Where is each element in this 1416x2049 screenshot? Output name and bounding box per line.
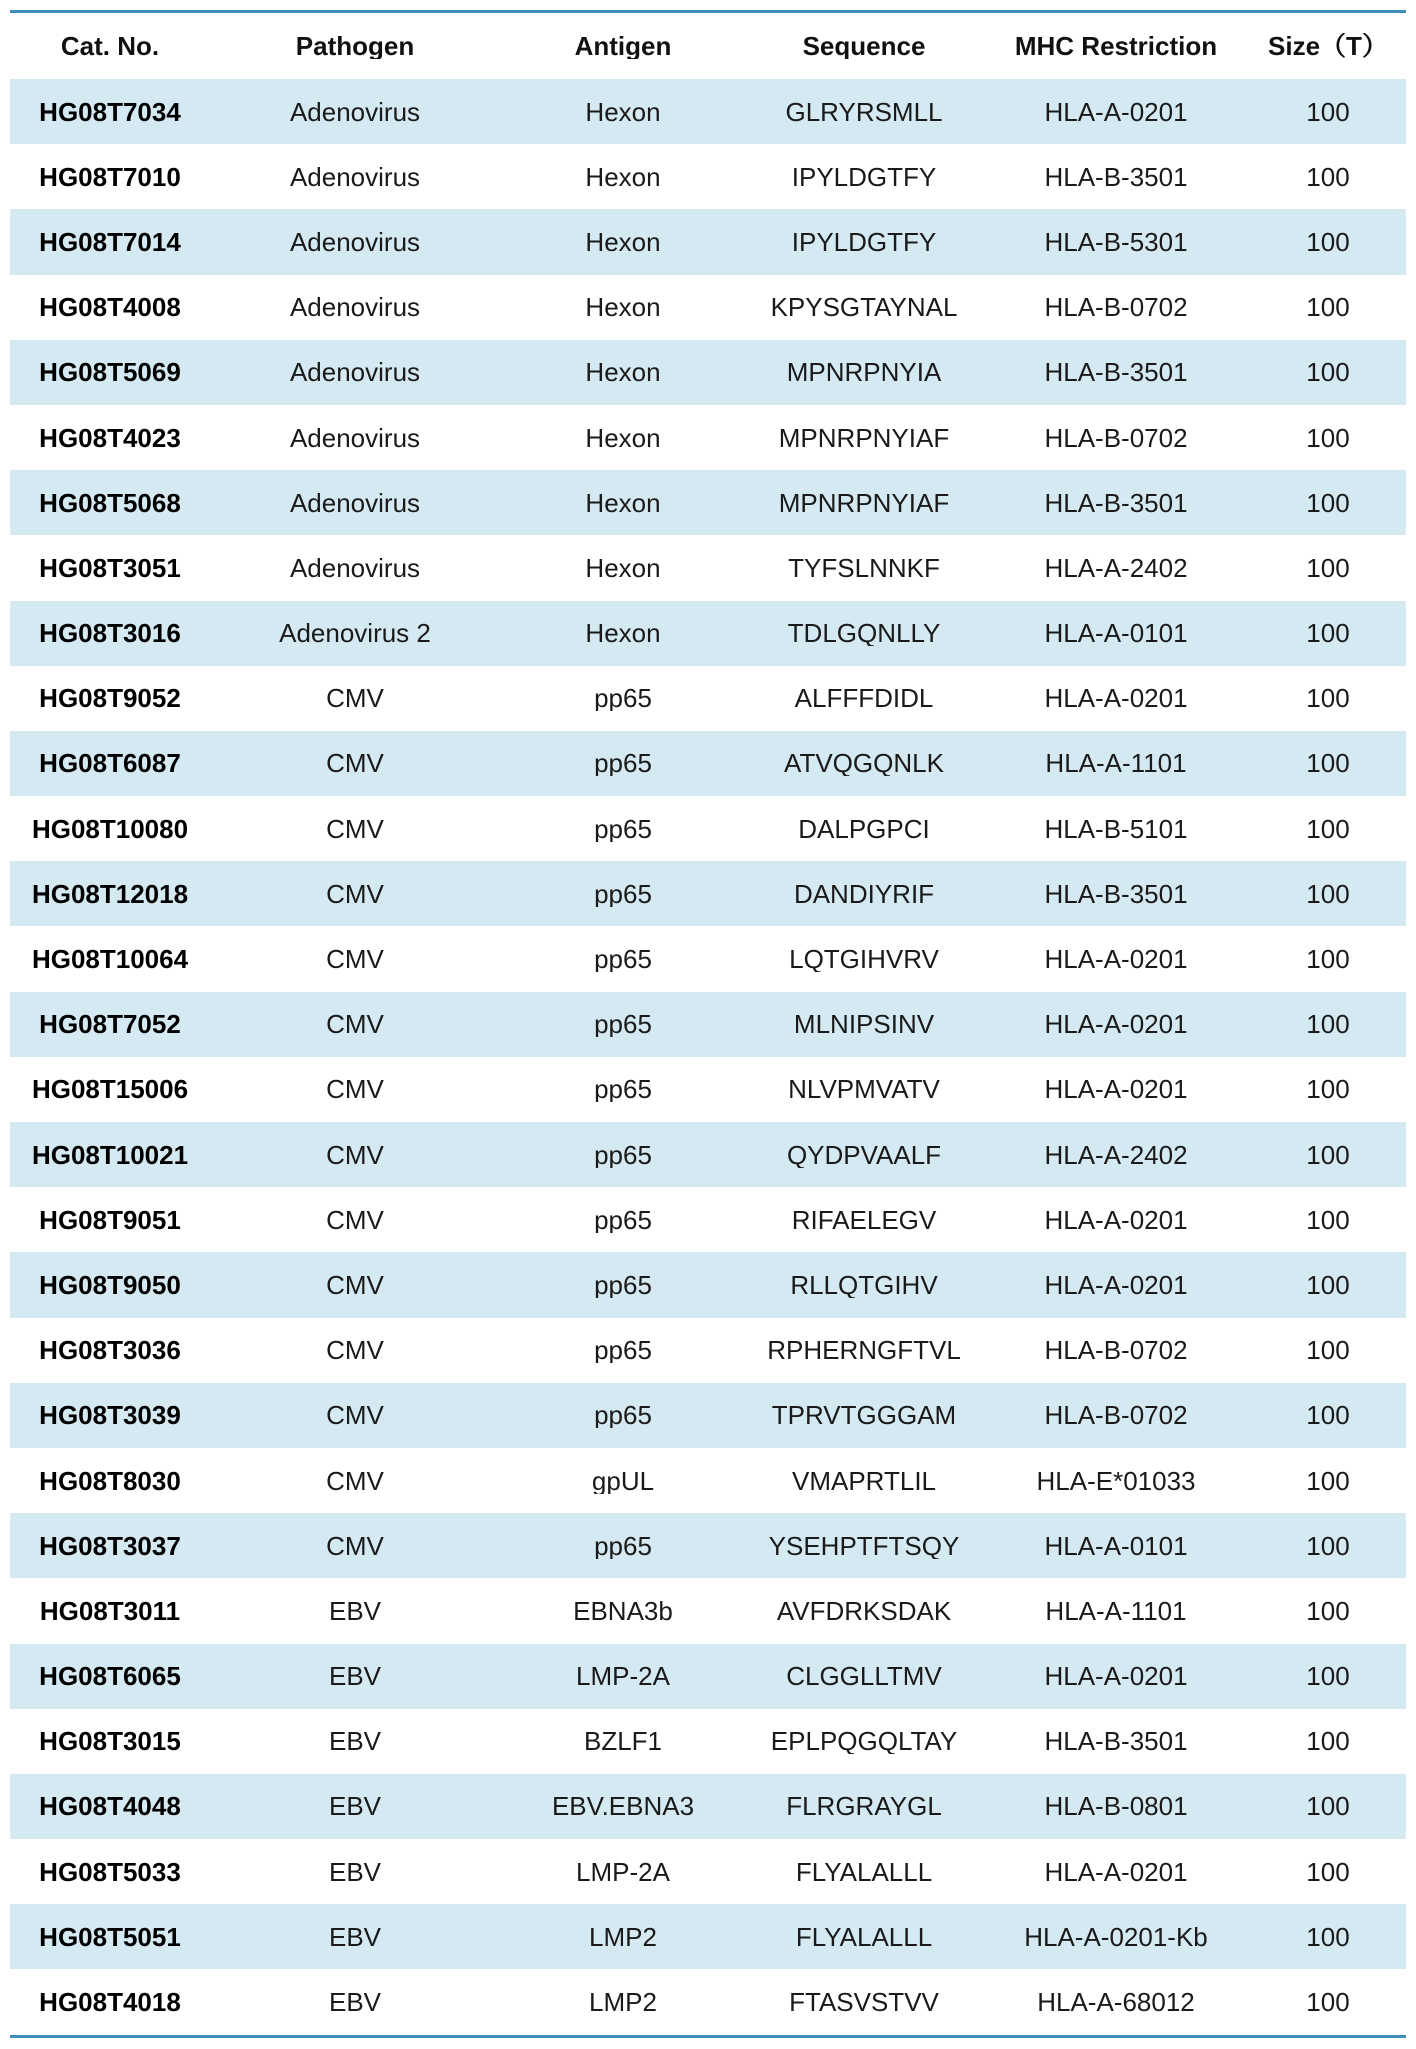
table-body — [10, 79, 1406, 2035]
size-cell: 100 — [1306, 1467, 1350, 1494]
antigen-cell: EBNA3b — [573, 1597, 673, 1624]
pathogen-cell: CMV — [326, 1076, 384, 1103]
mhc-restriction-cell: HLA-A-0201 — [1044, 1271, 1188, 1298]
sequence-cell: MPNRPNYIAF — [778, 489, 950, 516]
size-cell: 100 — [1306, 1793, 1350, 1820]
table-row — [10, 1644, 1406, 1709]
cat-no-cell: HG08T5033 — [39, 1858, 181, 1885]
mhc-restriction-cell: HLA-B-0702 — [1044, 424, 1188, 451]
cat-no-cell: HG08T15006 — [31, 1076, 189, 1103]
table-row — [10, 405, 1406, 470]
sequence-cell: FTASVSTVV — [789, 1989, 939, 2016]
mhc-restriction-cell: HLA-A-0201 — [1044, 685, 1188, 712]
table-row — [10, 209, 1406, 274]
size-cell: 100 — [1306, 946, 1350, 973]
antigen-cell: Hexon — [585, 294, 661, 321]
sequence-cell: IPYLDGTFY — [791, 163, 937, 190]
cat-no-cell: HG08T7014 — [39, 228, 181, 255]
antigen-cell: pp65 — [594, 750, 652, 777]
table-row — [10, 992, 1406, 1057]
sequence-cell: DANDIYRIF — [793, 880, 935, 907]
mhc-restriction-cell: HLA-A-1101 — [1045, 1597, 1187, 1624]
antigen-cell: gpUL — [591, 1467, 655, 1494]
antigen-cell: BZLF1 — [583, 1728, 663, 1755]
pathogen-cell: CMV — [326, 1206, 384, 1233]
sequence-cell: YSEHPTFTSQY — [768, 1532, 960, 1559]
cat-no-cell: HG08T3011 — [39, 1597, 181, 1624]
antigen-cell: Hexon — [585, 98, 661, 125]
mhc-restriction-cell: HLA-A-2402 — [1044, 554, 1188, 581]
table-row — [10, 926, 1406, 991]
antigen-cell: LMP-2A — [576, 1858, 670, 1885]
table-header-row — [10, 13, 1406, 79]
size-cell: 100 — [1306, 750, 1350, 777]
antigen-cell: LMP2 — [589, 1923, 657, 1950]
sequence-cell: MPNRPNYIA — [786, 359, 942, 386]
antigen-cell: Hexon — [585, 424, 661, 451]
cat-no-cell: HG08T3051 — [39, 554, 181, 581]
cat-no-cell: HG08T7010 — [39, 163, 181, 190]
size-cell: 100 — [1306, 1402, 1350, 1429]
antigen-cell: pp65 — [594, 1141, 652, 1168]
mhc-restriction-cell: HLA-A-0101 — [1044, 620, 1188, 647]
antigen-cell: EBV.EBNA3 — [551, 1793, 695, 1820]
sequence-cell: FLYALALLL — [795, 1923, 933, 1950]
cat-no-cell: HG08T10080 — [31, 815, 189, 842]
table-row — [10, 1969, 1406, 2034]
header-size: Size（T） — [1268, 33, 1388, 59]
antigen-cell: pp65 — [594, 1076, 652, 1103]
cat-no-cell: HG08T3039 — [39, 1402, 181, 1429]
mhc-restriction-cell: HLA-B-5101 — [1044, 815, 1188, 842]
pathogen-cell: Adenovirus — [289, 554, 421, 581]
table-row — [10, 666, 1406, 731]
table-row — [10, 731, 1406, 796]
size-cell: 100 — [1306, 880, 1350, 907]
cat-no-cell: HG08T6065 — [39, 1663, 181, 1690]
pathogen-cell: EBV — [328, 1728, 382, 1755]
antigen-cell: Hexon — [585, 554, 661, 581]
cat-no-cell: HG08T3037 — [39, 1532, 181, 1559]
table-row — [10, 1187, 1406, 1252]
pathogen-cell: CMV — [326, 685, 384, 712]
table-row — [10, 1122, 1406, 1187]
cat-no-cell: HG08T4048 — [39, 1793, 181, 1820]
mhc-restriction-cell: HLA-A-0201 — [1044, 1206, 1188, 1233]
cat-no-cell: HG08T3015 — [39, 1728, 181, 1755]
mhc-restriction-cell: HLA-B-0702 — [1044, 1402, 1188, 1429]
cat-no-cell: HG08T5051 — [39, 1923, 181, 1950]
mhc-restriction-cell: HLA-B-0702 — [1044, 294, 1188, 321]
pathogen-cell: CMV — [326, 1337, 384, 1364]
size-cell: 100 — [1306, 489, 1350, 516]
table-row — [10, 275, 1406, 340]
sequence-cell: RPHERNGFTVL — [767, 1337, 961, 1364]
table-row — [10, 535, 1406, 600]
pathogen-cell: Adenovirus — [289, 228, 421, 255]
size-cell: 100 — [1306, 1337, 1350, 1364]
cat-no-cell: HG08T5069 — [39, 359, 181, 386]
size-cell: 100 — [1306, 228, 1350, 255]
mhc-restriction-cell: HLA-B-3501 — [1044, 163, 1188, 190]
size-cell: 100 — [1306, 1923, 1350, 1950]
pathogen-cell: CMV — [326, 1467, 384, 1494]
antigen-cell: Hexon — [585, 489, 661, 516]
mhc-restriction-cell: HLA-B-3501 — [1044, 880, 1188, 907]
size-cell: 100 — [1306, 685, 1350, 712]
cat-no-cell: HG08T5068 — [39, 489, 181, 516]
table-row — [10, 470, 1406, 535]
pathogen-cell: CMV — [326, 750, 384, 777]
cat-no-cell: HG08T9052 — [39, 685, 181, 712]
pathogen-cell: CMV — [326, 815, 384, 842]
pathogen-cell: Adenovirus — [289, 98, 421, 125]
pathogen-cell: CMV — [326, 1402, 384, 1429]
pathogen-cell: CMV — [326, 1271, 384, 1298]
size-cell: 100 — [1306, 1728, 1350, 1755]
table-row — [10, 1057, 1406, 1122]
sequence-cell: FLYALALLL — [795, 1858, 933, 1885]
header-antigen: Antigen — [574, 33, 672, 59]
size-cell: 100 — [1306, 1206, 1350, 1233]
sequence-cell: MLNIPSINV — [793, 1011, 935, 1038]
antigen-cell: pp65 — [594, 1532, 652, 1559]
size-cell: 100 — [1306, 1597, 1350, 1624]
antigen-cell: pp65 — [594, 685, 652, 712]
antigen-cell: pp65 — [594, 1337, 652, 1364]
sequence-cell: ATVQGQNLK — [784, 750, 944, 777]
table-row — [10, 1513, 1406, 1578]
table-row — [10, 1839, 1406, 1904]
cat-no-cell: HG08T10021 — [31, 1141, 189, 1168]
sequence-cell: NLVPMVATV — [788, 1076, 940, 1103]
size-cell: 100 — [1306, 1271, 1350, 1298]
size-cell: 100 — [1306, 815, 1350, 842]
antigen-cell: Hexon — [585, 359, 661, 386]
mhc-restriction-cell: HLA-A-1101 — [1045, 750, 1187, 777]
cat-no-cell: HG08T3036 — [39, 1337, 181, 1364]
header-cat-no: Cat. No. — [60, 33, 160, 59]
cat-no-cell: HG08T8030 — [39, 1467, 181, 1494]
sequence-cell: QYDPVAALF — [786, 1141, 942, 1168]
antigen-cell: Hexon — [585, 163, 661, 190]
pathogen-cell: Adenovirus — [289, 424, 421, 451]
pathogen-cell: EBV — [328, 1923, 382, 1950]
sequence-cell: DALPGPCI — [798, 815, 930, 842]
size-cell: 100 — [1306, 1858, 1350, 1885]
mhc-restriction-cell: HLA-A-68012 — [1037, 1989, 1195, 2016]
mhc-restriction-cell: HLA-B-3501 — [1044, 359, 1188, 386]
sequence-cell: ALFFFDIDL — [794, 685, 934, 712]
size-cell: 100 — [1306, 163, 1350, 190]
antigen-cell: pp65 — [594, 1011, 652, 1038]
pathogen-cell: CMV — [326, 880, 384, 907]
table-row — [10, 1318, 1406, 1383]
pathogen-cell: Adenovirus 2 — [279, 620, 431, 647]
antigen-cell: pp65 — [594, 1206, 652, 1233]
table-row — [10, 1709, 1406, 1774]
mhc-restriction-cell: HLA-B-3501 — [1044, 489, 1188, 516]
table-row — [10, 79, 1406, 144]
table-row — [10, 144, 1406, 209]
pathogen-cell: EBV — [328, 1793, 382, 1820]
table-row — [10, 1252, 1406, 1317]
cat-no-cell: HG08T7034 — [39, 98, 181, 125]
sequence-cell: TDLGQNLLY — [787, 620, 941, 647]
table-row — [10, 1578, 1406, 1643]
peptide-catalog-table — [10, 10, 1406, 2038]
size-cell: 100 — [1306, 1663, 1350, 1690]
mhc-restriction-cell: HLA-E*01033 — [1036, 1467, 1196, 1494]
cat-no-cell: HG08T6087 — [39, 750, 181, 777]
sequence-cell: FLRGRAYGL — [786, 1793, 942, 1820]
mhc-restriction-cell: HLA-A-2402 — [1044, 1141, 1188, 1168]
antigen-cell: pp65 — [594, 1402, 652, 1429]
mhc-restriction-cell: HLA-B-0801 — [1044, 1793, 1188, 1820]
sequence-cell: TYFSLNNKF — [788, 554, 940, 581]
sequence-cell: CLGGLLTMV — [786, 1663, 942, 1690]
mhc-restriction-cell: HLA-A-0201 — [1044, 1011, 1188, 1038]
sequence-cell: RIFAELEGV — [791, 1206, 937, 1233]
mhc-restriction-cell: HLA-A-0201 — [1044, 1663, 1188, 1690]
cat-no-cell: HG08T12018 — [31, 880, 189, 907]
table-row — [10, 1774, 1406, 1839]
pathogen-cell: EBV — [328, 1663, 382, 1690]
antigen-cell: pp65 — [594, 946, 652, 973]
sequence-cell: IPYLDGTFY — [791, 228, 937, 255]
cat-no-cell: HG08T10064 — [31, 946, 189, 973]
header-mhc-restriction: MHC Restriction — [1014, 33, 1218, 59]
pathogen-cell: Adenovirus — [289, 294, 421, 321]
mhc-restriction-cell: HLA-B-5301 — [1044, 228, 1188, 255]
size-cell: 100 — [1306, 620, 1350, 647]
sequence-cell: VMAPRTLIL — [791, 1467, 936, 1494]
pathogen-cell: Adenovirus — [289, 163, 421, 190]
antigen-cell: pp65 — [594, 815, 652, 842]
pathogen-cell: CMV — [326, 946, 384, 973]
table-row — [10, 861, 1406, 926]
pathogen-cell: CMV — [326, 1532, 384, 1559]
antigen-cell: Hexon — [585, 620, 661, 647]
antigen-cell: pp65 — [594, 880, 652, 907]
table-row — [10, 796, 1406, 861]
sequence-cell: TPRVTGGGAM — [771, 1402, 957, 1429]
size-cell: 100 — [1306, 424, 1350, 451]
size-cell: 100 — [1306, 1532, 1350, 1559]
size-cell: 100 — [1306, 1141, 1350, 1168]
pathogen-cell: Adenovirus — [289, 359, 421, 386]
table-row — [10, 1448, 1406, 1513]
header-sequence: Sequence — [802, 33, 926, 59]
mhc-restriction-cell: HLA-B-0702 — [1044, 1337, 1188, 1364]
antigen-cell: LMP-2A — [576, 1663, 670, 1690]
sequence-cell: KPYSGTAYNAL — [770, 294, 958, 321]
table-row — [10, 1383, 1406, 1448]
sequence-cell: EPLPQGQLTAY — [770, 1728, 958, 1755]
size-cell: 100 — [1306, 554, 1350, 581]
mhc-restriction-cell: HLA-A-0201 — [1044, 946, 1188, 973]
mhc-restriction-cell: HLA-A-0201 — [1044, 1076, 1188, 1103]
pathogen-cell: CMV — [326, 1011, 384, 1038]
sequence-cell: AVFDRKSDAK — [776, 1597, 952, 1624]
size-cell: 100 — [1306, 1989, 1350, 2016]
cat-no-cell: HG08T3016 — [39, 620, 181, 647]
mhc-restriction-cell: HLA-B-3501 — [1044, 1728, 1188, 1755]
size-cell: 100 — [1306, 1011, 1350, 1038]
mhc-restriction-cell: HLA-A-0201 — [1044, 1858, 1188, 1885]
sequence-cell: MPNRPNYIAF — [778, 424, 950, 451]
antigen-cell: LMP2 — [589, 1989, 657, 2016]
cat-no-cell: HG08T9050 — [39, 1271, 181, 1298]
sequence-cell: LQTGIHVRV — [789, 946, 939, 973]
size-cell: 100 — [1306, 294, 1350, 321]
mhc-restriction-cell: HLA-A-0201 — [1044, 98, 1188, 125]
mhc-restriction-cell: HLA-A-0101 — [1044, 1532, 1188, 1559]
table-row — [10, 340, 1406, 405]
header-pathogen: Pathogen — [295, 33, 415, 59]
sequence-cell: RLLQTGIHV — [790, 1271, 938, 1298]
cat-no-cell: HG08T4023 — [39, 424, 181, 451]
table-row — [10, 1904, 1406, 1969]
sequence-cell: GLRYRSMLL — [785, 98, 943, 125]
cat-no-cell: HG08T4018 — [39, 1989, 181, 2016]
antigen-cell: pp65 — [594, 1271, 652, 1298]
mhc-restriction-cell: HLA-A-0201-Kb — [1024, 1923, 1208, 1950]
antigen-cell: Hexon — [585, 228, 661, 255]
pathogen-cell: EBV — [328, 1858, 382, 1885]
cat-no-cell: HG08T7052 — [39, 1011, 181, 1038]
pathogen-cell: CMV — [326, 1141, 384, 1168]
cat-no-cell: HG08T9051 — [39, 1206, 181, 1233]
size-cell: 100 — [1306, 359, 1350, 386]
table-row — [10, 601, 1406, 666]
cat-no-cell: HG08T4008 — [39, 294, 181, 321]
pathogen-cell: EBV — [328, 1989, 382, 2016]
size-cell: 100 — [1306, 1076, 1350, 1103]
size-cell: 100 — [1306, 98, 1350, 125]
pathogen-cell: Adenovirus — [289, 489, 421, 516]
pathogen-cell: EBV — [328, 1597, 382, 1624]
